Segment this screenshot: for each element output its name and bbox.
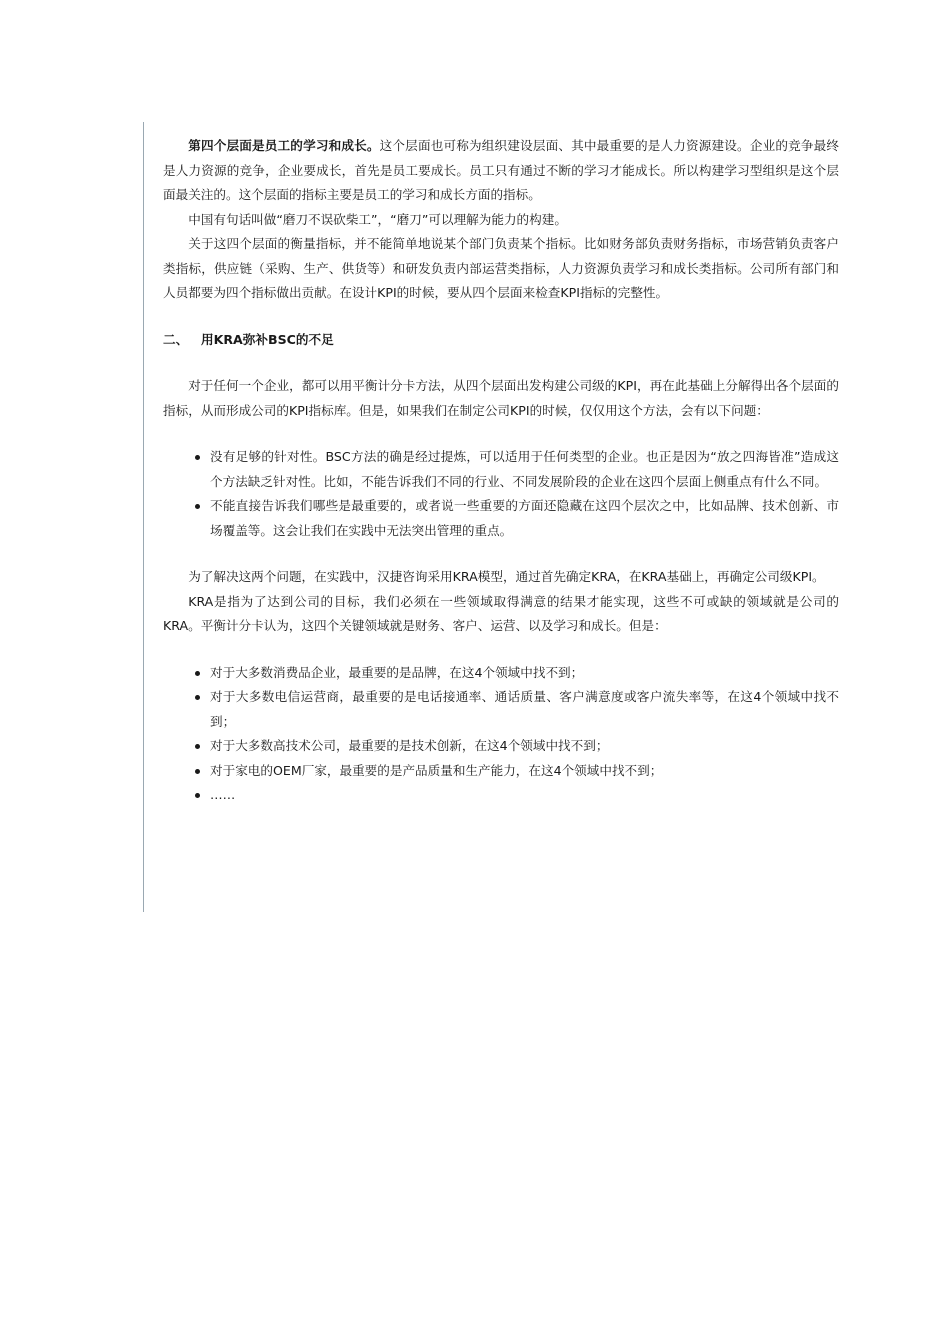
spacer bbox=[163, 423, 839, 445]
paragraph-lead: 第四个层面是员工的学习和成长。 bbox=[188, 138, 380, 153]
spacer bbox=[163, 352, 839, 374]
paragraph-text: 这个层面也可称为组织建设层面、其中最重要的是人力资源建设。企业的竞争最终是人力资源的竞争，企业要成长，首先是员工要成长。员工只有通过不断的学习才能成长。所以构建学习型组织是这个层面最关注的。这个层面的指标主要是员工的学习和成长方面的指标。 bbox=[163, 138, 840, 202]
list-item: …… bbox=[210, 783, 839, 808]
paragraph-intro: 对于任何一个企业，都可以用平衡计分卡方法，从四个层面出发构建公司级的KPI，再在此基础上分解得出各个层面的指标，从而形成公司的KPI指标库。但是，如果我们在制定公司KPI的时候，仅仅用这个方法，会有以下问题： bbox=[163, 378, 839, 418]
examples-list bbox=[163, 661, 839, 808]
list-item: 对于家电的OEM厂家，最重要的是产品质量和生产能力，在这4个领域中找不到； bbox=[210, 759, 839, 784]
paragraph-kra-definition: KRA是指为了达到公司的目标，我们必须在一些领域取得满意的结果才能实现，这些不可或缺的领域就是公司的KRA。平衡计分卡认为，这四个关键领域就是财务、客户、运营、以及学习和成长。但是： bbox=[163, 593, 839, 633]
spacer bbox=[163, 543, 839, 565]
document-body bbox=[163, 134, 839, 808]
list-item: 对于大多数电信运营商，最重要的是电话接通率、通话质量、客户满意度或客户流失率等，在这4个领域中找不到； bbox=[210, 685, 839, 734]
list-item: 对于大多数高技术公司，最重要的是技术创新，在这4个领域中找不到； bbox=[210, 734, 839, 759]
section-heading bbox=[163, 328, 839, 353]
list-item: 没有足够的针对性。BSC方法的确是经过提炼，可以适用于任何类型的企业。也正是因为“放之四海皆准”造成这个方法缺乏针对性。比如，不能告诉我们不同的行业、不同发展阶段的企业在这四个层面上侧重点有什么不同。 bbox=[210, 445, 839, 494]
left-margin-rule bbox=[143, 122, 144, 912]
paragraph-fourth-layer bbox=[163, 134, 839, 208]
problems-list bbox=[163, 445, 839, 543]
paragraph-proverb: 中国有句话叫做“磨刀不误砍柴工”，“磨刀”可以理解为能力的构建。 bbox=[188, 211, 567, 227]
paragraph-solution: 为了解决这两个问题，在实践中，汉捷咨询采用KRA模型，通过首先确定KRA，在KRA基础上，再确定公司级KPI。 bbox=[188, 569, 825, 584]
paragraph-metrics-responsibility: 关于这四个层面的衡量指标，并不能简单地说某个部门负责某个指标。比如财务部负责财务指标，市场营销负责客户类指标，供应链（采购、生产、供货等）和研发负责内部运营类指标，人力资源负责学习和成长类指标。公司所有部门和人员都要为四个指标做出贡献。在设计KPI的时候，要从四个层面来检查KPI指标的完整性。 bbox=[163, 236, 839, 300]
spacer bbox=[163, 639, 839, 661]
section-title: 用KRA弥补BSC的不足 bbox=[201, 331, 334, 347]
list-item: 不能直接告诉我们哪些是最重要的，或者说一些重要的方面还隐藏在这四个层次之中，比如品牌、技术创新、市场覆盖等。这会让我们在实践中无法突出管理的重点。 bbox=[210, 494, 839, 543]
list-item: 对于大多数消费品企业，最重要的是品牌，在这4个领域中找不到； bbox=[210, 661, 839, 686]
section-number: 二、 bbox=[163, 331, 189, 347]
